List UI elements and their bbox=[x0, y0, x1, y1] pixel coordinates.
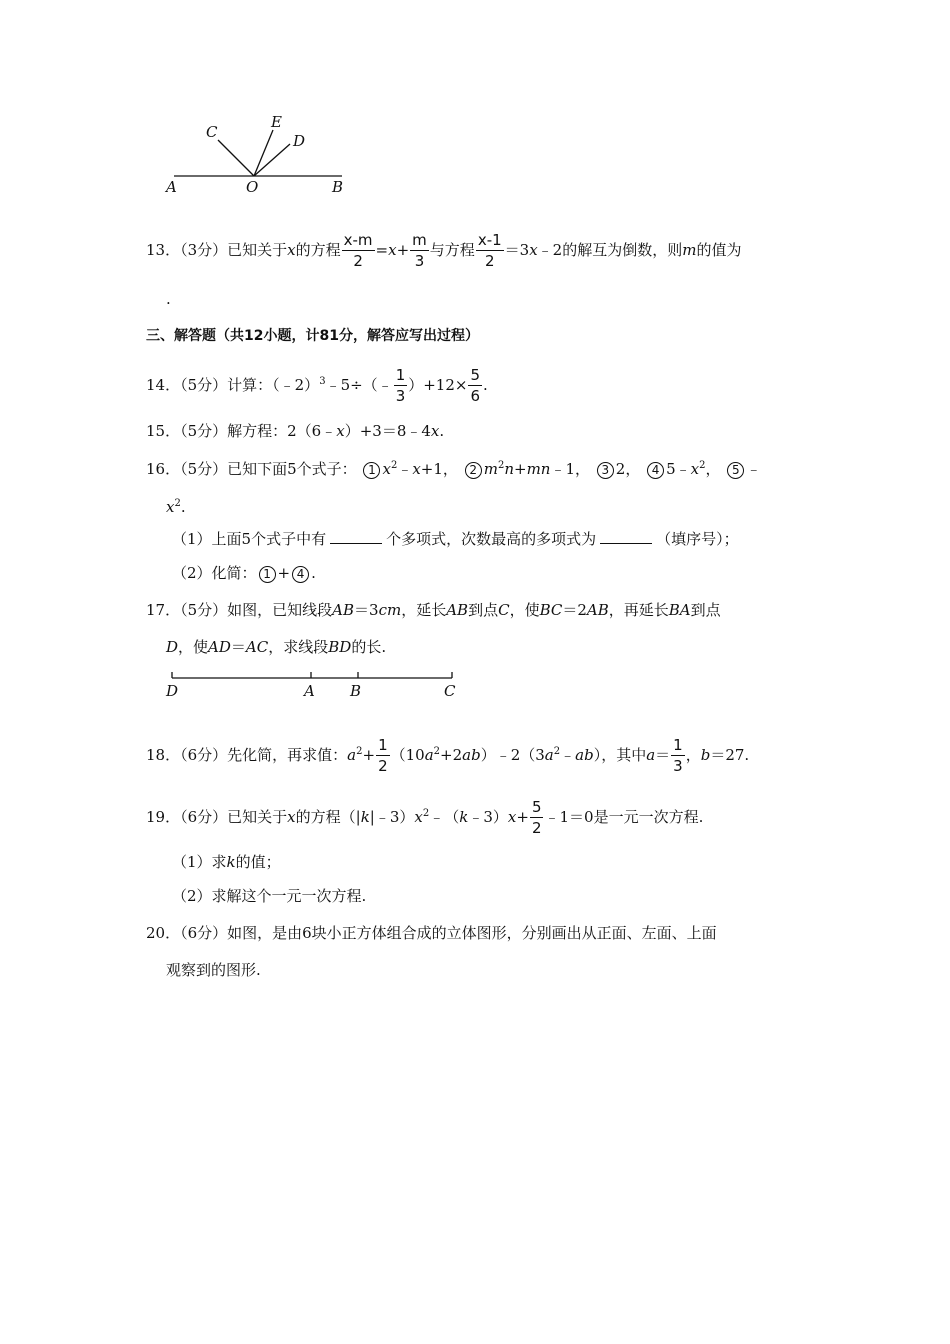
question-19: 19．（6分）已知关于x的方程$(|k|﹣3)x^2﹣(k﹣3)x+$ $\frac{5}{2}$ ﹣1＝0是一元一次方程. bbox=[146, 798, 704, 837]
fraction: $\frac{x-m}{2}$ bbox=[343, 231, 373, 270]
question-13: 13．（3分）已知关于x的方程 $\frac{x-m}{2}$ =x+ $\frac{m}{3}$ 与方程 $\frac{x-1}{2}$ ＝3x﹣2的解互为倒数，则m的值为 bbox=[146, 231, 742, 270]
answer-blank[interactable] bbox=[600, 529, 652, 544]
question-16-cont: $x^2$. bbox=[166, 498, 186, 516]
question-17: 17．（5分）如图，已知线段AB＝3cm，延长AB到点C，使BC＝2AB，再延长BA到点 bbox=[146, 601, 721, 619]
question-20: 20．（6分）如图，是由6块小正方体组合成的立体图形，分别画出从正面、左面、上面 bbox=[146, 924, 717, 942]
seg-label-d: D bbox=[166, 682, 179, 700]
question-16-sub1: （1）上面5个式子中有 个多项式，次数最高的多项式为 （填序号）； bbox=[172, 530, 739, 548]
question-16-sub2: （2）化简： 1 + 4 . bbox=[172, 564, 316, 582]
question-19-sub1: （1）求k的值； bbox=[172, 853, 281, 871]
question-18: 18．（6分）先化简，再求值：$a^2+$ $\frac{1}{2}$ $(10a^2+2ab)﹣2(3a^2﹣ab)$，其中a＝ $\frac{1}{3}$ ，b＝27. bbox=[146, 736, 750, 775]
question-17-cont: D，使AD＝AC，求线段BD的长. bbox=[166, 638, 387, 656]
angle-figure bbox=[160, 110, 360, 200]
question-16: 16．（5分）已知下面5个式子： 1 $x^2﹣x+1$， 2 $m^2n+mn﹣1$， 3 2， 4 $5﹣x^2$， 5 ﹣ bbox=[146, 460, 762, 478]
question-19-sub2: （2）求解这个一元一次方程. bbox=[172, 887, 367, 905]
question-14: 14．（5分）计算：（﹣2）$^3$﹣5÷（﹣ $\frac{1}{3}$ ）+12× $\frac{5}{6}$ . bbox=[146, 366, 488, 405]
fraction: $\frac{m}{3}$ bbox=[412, 231, 427, 270]
label-b: B bbox=[332, 178, 344, 196]
label-a: A bbox=[166, 178, 177, 196]
fraction: $\frac{5}{2}$ bbox=[531, 798, 542, 837]
fraction: $\frac{1}{2}$ bbox=[378, 736, 388, 775]
question-13-end: . bbox=[166, 290, 171, 308]
label-o: O bbox=[246, 178, 259, 196]
segment-figure bbox=[166, 668, 466, 688]
label-e: E bbox=[271, 113, 282, 131]
fraction: $\frac{1}{3}$ bbox=[673, 736, 683, 775]
answer-blank[interactable] bbox=[330, 529, 382, 544]
question-15: 15．（5分）解方程：2（6﹣x）+3＝8﹣4x. bbox=[146, 422, 445, 440]
fraction: $\frac{5}{6}$ bbox=[470, 366, 481, 405]
seg-label-a: A bbox=[304, 682, 315, 700]
seg-label-c: C bbox=[444, 682, 456, 700]
ray-oe bbox=[254, 130, 273, 176]
section-3-heading: 三、解答题（共12小题，计81分，解答应写出过程） bbox=[146, 328, 479, 344]
seg-label-b: B bbox=[350, 682, 362, 700]
ray-oc bbox=[218, 140, 254, 176]
ray-od bbox=[254, 144, 290, 176]
question-20-cont: 观察到的图形. bbox=[166, 961, 261, 979]
label-d: D bbox=[293, 132, 306, 150]
fraction: $\frac{x-1}{2}$ bbox=[477, 231, 502, 270]
fraction: $\frac{1}{3}$ bbox=[395, 366, 406, 405]
label-c: C bbox=[206, 123, 218, 141]
